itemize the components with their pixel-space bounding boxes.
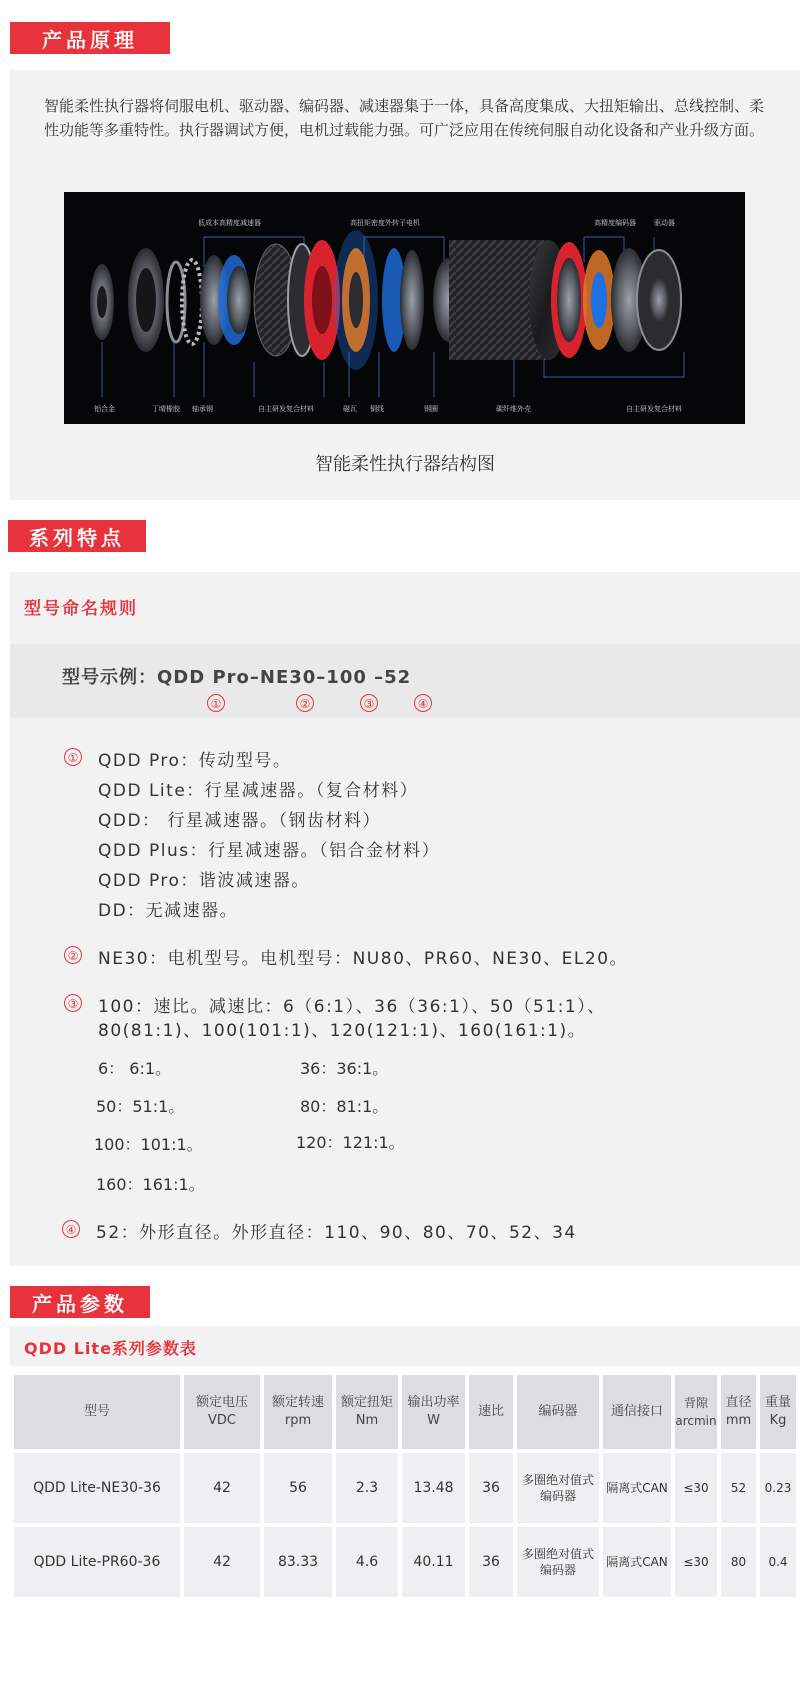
diagram-label-bottom-8: 自主研发复合材料 <box>626 405 682 413</box>
diagram-label-top-0: 低成本高精度减速器 <box>198 219 261 227</box>
item3-marker: ③ <box>64 994 82 1012</box>
marker-3: ③ <box>360 694 378 712</box>
diagram-label-top-1: 高扭矩密度外转子电机 <box>350 219 420 227</box>
actuator-exploded-diagram <box>64 192 745 424</box>
header-backlash: 背隙 arcmin <box>675 1375 717 1449</box>
diagram-label-bottom-4: 磁瓦 <box>343 405 357 413</box>
cell-backlash: ≤30 <box>675 1453 717 1523</box>
ratio-120: 120：121:1。 <box>296 1133 405 1152</box>
item4-line: 52：外形直径。外形直径：110、90、80、70、52、34 <box>96 1223 577 1243</box>
ratio-160: 160：161:1。 <box>96 1175 205 1194</box>
table-title: QDD Lite系列参数表 <box>24 1339 197 1358</box>
diagram-label-top-2: 高精度编码器 <box>594 219 636 227</box>
diagram-label-bottom-3: 自主研发复合材料 <box>258 405 314 413</box>
ratio-100: 100：101:1。 <box>94 1135 203 1154</box>
header-ratio: 速比 <box>469 1375 513 1449</box>
item3-line-1: 80(81:1)、100(101:1)、120(121:1)、160(161:1)。 <box>98 1021 587 1041</box>
cell-weight: 0.23 <box>760 1453 796 1523</box>
cell-torque: 2.3 <box>336 1453 398 1523</box>
section-tag-principle: 产品原理 <box>10 22 170 54</box>
item2-line: NE30：电机型号。电机型号：NU80、PR60、NE30、EL20。 <box>98 949 629 969</box>
marker-1: ① <box>207 694 225 712</box>
header-speed: 额定转速 rpm <box>264 1375 332 1449</box>
table-row <box>14 1527 796 1597</box>
marker-4: ④ <box>414 694 432 712</box>
diagram-label-bottom-1: 丁晴橡胶 <box>152 405 180 413</box>
item3-line-0: 100：速比。减速比：6（6:1）、36（36:1）、50（51:1）、 <box>98 997 606 1017</box>
cell-encoder: 多圈绝对值式编码器 <box>517 1453 599 1523</box>
cell-ratio: 36 <box>469 1527 513 1597</box>
marker-2: ② <box>296 694 314 712</box>
ratio-50: 50：51:1。 <box>96 1097 185 1116</box>
item1-line-2: QDD： 行星减速器。（钢齿材料） <box>98 811 381 831</box>
cell-model: QDD Lite-NE30-36 <box>14 1453 180 1523</box>
cell-speed: 83.33 <box>264 1527 332 1597</box>
cell-backlash: ≤30 <box>675 1527 717 1597</box>
item1-marker: ① <box>64 748 82 766</box>
cell-encoder: 多圈绝对值式编码器 <box>517 1527 599 1597</box>
cell-diameter: 52 <box>721 1453 756 1523</box>
diagram-label-top-3: 驱动器 <box>654 219 675 227</box>
item1-line-1: QDD Lite：行星减速器。（复合材料） <box>98 781 419 801</box>
ratio-36: 36：36:1。 <box>300 1059 389 1078</box>
section-tag-features: 系列特点 <box>8 520 146 552</box>
header-weight: 重量 Kg <box>760 1375 796 1449</box>
diagram-caption: 智能柔性执行器结构图 <box>315 454 495 475</box>
diagram-label-bottom-6: 钢圈 <box>424 405 438 413</box>
table-row <box>14 1453 796 1523</box>
cell-interface: 隔离式CAN <box>603 1453 671 1523</box>
ratio-80: 80：81:1。 <box>300 1097 389 1116</box>
cell-voltage: 42 <box>184 1527 260 1597</box>
diagram-label-bottom-5: 铜线 <box>370 405 384 413</box>
ratio-6: 6： 6:1。 <box>98 1059 172 1078</box>
cell-ratio: 36 <box>469 1453 513 1523</box>
diagram-label-bottom-2: 轴承钢 <box>192 405 213 413</box>
diagram-label-bottom-0: 铝合金 <box>94 405 115 413</box>
naming-title: 型号命名规则 <box>24 599 138 619</box>
header-torque: 额定扭矩 Nm <box>336 1375 398 1449</box>
cell-power: 13.48 <box>402 1453 465 1523</box>
header-diameter: 直径 mm <box>721 1375 756 1449</box>
cell-weight: 0.4 <box>760 1527 796 1597</box>
intro-paragraph: 智能柔性执行器将伺服电机、驱动器、编码器、减速器集于一体，具备高度集成、大扭矩输出、总线控制、柔性功能等多重特性。执行器调试方便，电机过载能力强。可广泛应用在传统伺服自动化设备和产业升级方面。 <box>44 97 765 139</box>
table-header-row <box>14 1375 796 1449</box>
cell-torque: 4.6 <box>336 1527 398 1597</box>
cell-model: QDD Lite-PR60-36 <box>14 1527 180 1597</box>
item1-line-5: DD：无减速器。 <box>98 901 239 921</box>
item4-marker: ④ <box>62 1220 80 1238</box>
cell-voltage: 42 <box>184 1453 260 1523</box>
header-power: 输出功率 W <box>402 1375 465 1449</box>
cell-interface: 隔离式CAN <box>603 1527 671 1597</box>
item1-line-4: QDD Pro：谐波减速器。 <box>98 871 310 891</box>
header-model: 型号 <box>14 1375 180 1449</box>
cell-speed: 56 <box>264 1453 332 1523</box>
item1-line-0: QDD Pro：传动型号。 <box>98 751 292 771</box>
model-example: 型号示例：QDD Pro–NE30–100 –52 <box>62 667 412 688</box>
item2-marker: ② <box>64 946 82 964</box>
diagram-label-bottom-7: 碳纤维外壳 <box>496 405 531 413</box>
params-table <box>10 1371 800 1601</box>
header-interface: 通信接口 <box>603 1375 671 1449</box>
cell-diameter: 80 <box>721 1527 756 1597</box>
section-tag-params: 产品参数 <box>10 1286 150 1318</box>
item1-line-3: QDD Plus：行星减速器。（铝合金材料） <box>98 841 441 861</box>
cell-power: 40.11 <box>402 1527 465 1597</box>
header-voltage: 额定电压 VDC <box>184 1375 260 1449</box>
header-encoder: 编码器 <box>517 1375 599 1449</box>
